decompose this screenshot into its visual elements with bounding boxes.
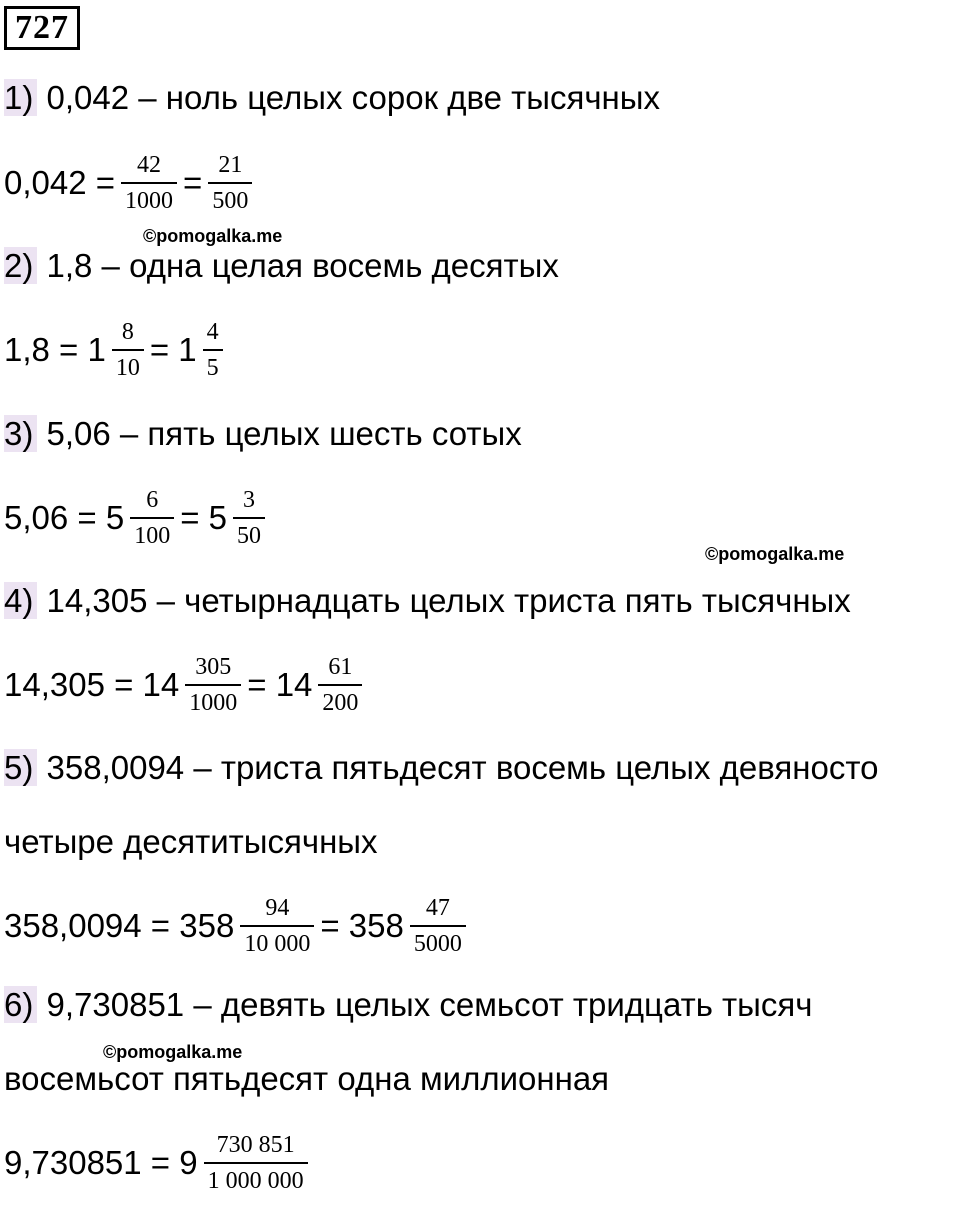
item-5-number: 5) (4, 749, 37, 786)
watermark: ©pomogalka.me (705, 544, 845, 564)
item-2-number: 2) (4, 247, 37, 284)
fraction: $\frac{47}{5000}$ (410, 895, 466, 957)
item-6-text-continued: восемьсот пятьдесят одна миллионная (4, 1060, 610, 1097)
item-6-number: 6) (4, 986, 37, 1023)
fraction: $\frac{94}{10 000}$ (240, 895, 314, 957)
item-6-equation: 9,730851 = 9 $\frac{730 851}{1 000 000}$ (4, 1118, 314, 1208)
item-5-text: 5) 358,0094 – триста пятьдесят восемь целых девяносто (4, 749, 879, 786)
item-4-text: 4) 14,305 – четырнадцать целых триста пять тысячных (4, 582, 851, 619)
item-4-number: 4) (4, 582, 37, 619)
fraction: $\frac{4}{5}$ (203, 319, 223, 381)
fraction: $\frac{61}{200}$ (318, 654, 362, 716)
item-4-equation: 14,305 = 14 $\frac{305}{1000}$ = 14 $\frac{61}{200}$ (4, 640, 368, 730)
item-3-text: 3) 5,06 – пять целых шесть сотых (4, 415, 522, 452)
item-2-text: 2) 1,8 – одна целая восемь десятых (4, 247, 559, 284)
fraction: $\frac{730 851}{1 000 000}$ (204, 1132, 308, 1194)
fraction: $\frac{21}{500}$ (208, 152, 252, 214)
item-3-number: 3) (4, 415, 37, 452)
fraction: $\frac{6}{100}$ (130, 487, 174, 549)
fraction: $\frac{3}{50}$ (233, 487, 265, 549)
watermark: ©pomogalka.me (143, 226, 283, 246)
item-1-equation: 0,042 = $\frac{42}{1000}$ = $\frac{21}{500}$ (4, 138, 258, 228)
item-3-equation: 5,06 = 5 $\frac{6}{100}$ = 5 $\frac{3}{50}$ (4, 473, 271, 563)
item-2-equation: 1,8 = 1 $\frac{8}{10}$ = 1 $\frac{4}{5}$ (4, 305, 229, 395)
item-5-text-continued: четыре десятитысячных (4, 823, 378, 860)
fraction: $\frac{305}{1000}$ (185, 654, 241, 716)
task-number: 727 (4, 6, 80, 50)
fraction: $\frac{42}{1000}$ (121, 152, 177, 214)
item-5-equation: 358,0094 = 358 $\frac{94}{10 000}$ = 358 $\frac{47}{5000}$ (4, 881, 472, 971)
watermark: ©pomogalka.me (103, 1042, 243, 1062)
item-6-text: 6) 9,730851 – девять целых семьсот тридцать тысяч (4, 986, 813, 1023)
item-1-text: 1) 0,042 – ноль целых сорок две тысячных (4, 79, 660, 116)
item-1-number: 1) (4, 79, 37, 116)
fraction: $\frac{8}{10}$ (112, 319, 144, 381)
